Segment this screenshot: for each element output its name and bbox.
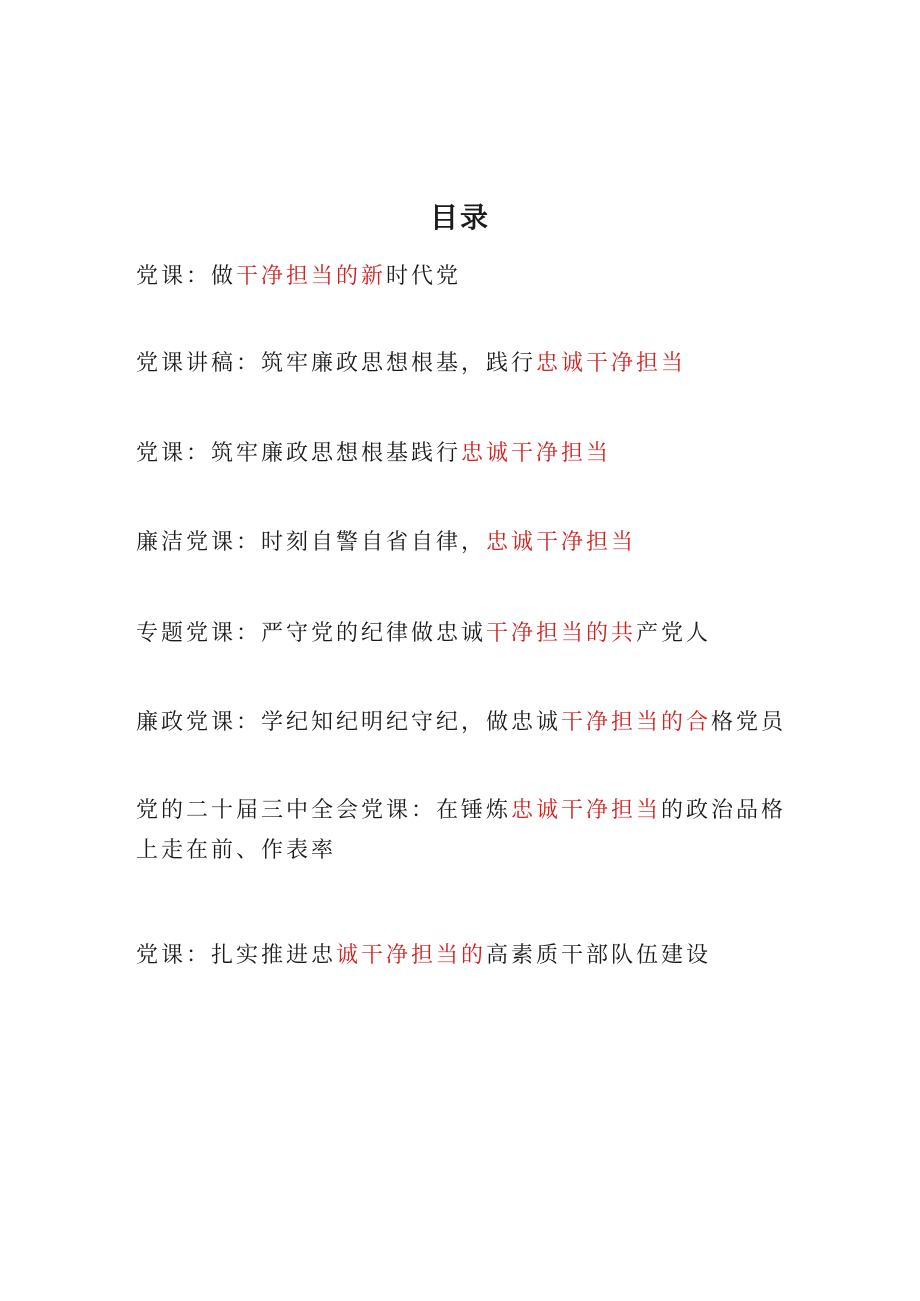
toc-entry-text: 产党人 bbox=[636, 621, 712, 646]
toc-entry-highlight: 干净担当的新 bbox=[236, 264, 387, 289]
toc-entry-highlight: 干净担当的合 bbox=[561, 710, 712, 735]
toc-entry-text: 廉政党课：学纪知纪明纪守纪，做忠诚 bbox=[136, 710, 562, 735]
toc-entry-text: 党课：扎实推进忠 bbox=[136, 943, 337, 968]
toc-entry-text: 的政治品格上走在前、作表率 bbox=[136, 798, 787, 863]
toc-entry-text: 党的二十届三中全会党课：在锤炼 bbox=[136, 798, 512, 823]
toc-entry-text: 党课：做 bbox=[136, 264, 237, 289]
toc-entry-text: 党课：筑牢廉政思想根基践行 bbox=[136, 441, 462, 466]
toc-entry-text: 高素质干部队伍建设 bbox=[486, 943, 712, 968]
toc-entry[interactable] bbox=[136, 344, 796, 384]
toc-entry-text: 专题党课：严守党的纪律做忠诚 bbox=[136, 621, 487, 646]
toc-entry[interactable] bbox=[136, 703, 796, 743]
toc-entry-highlight: 诚干净担当的 bbox=[336, 943, 487, 968]
toc-entry-highlight: 忠诚干净担当 bbox=[536, 351, 687, 376]
page-title: 目录 bbox=[429, 201, 490, 234]
toc-entry[interactable] bbox=[136, 257, 796, 297]
toc-entry[interactable] bbox=[136, 434, 796, 474]
toc-entry-highlight: 忠诚干净担当 bbox=[461, 441, 612, 466]
toc-entry-highlight: 忠诚干净担当 bbox=[511, 798, 662, 823]
toc-entry[interactable] bbox=[136, 936, 796, 976]
toc-entry-text: 廉洁党课：时刻自警自省自律， bbox=[136, 530, 487, 555]
toc-entry-text: 格党员 bbox=[711, 710, 787, 735]
toc-entry-text: 党课讲稿：筑牢廉政思想根基，践行 bbox=[136, 351, 537, 376]
toc-entry[interactable] bbox=[136, 791, 796, 871]
toc-entry-text: 时代党 bbox=[386, 264, 462, 289]
toc-entry-highlight: 干净担当的共 bbox=[486, 621, 637, 646]
toc-entry[interactable] bbox=[136, 523, 796, 563]
toc-entry[interactable] bbox=[136, 614, 796, 654]
toc-entry-highlight: 忠诚干净担当 bbox=[486, 530, 637, 555]
